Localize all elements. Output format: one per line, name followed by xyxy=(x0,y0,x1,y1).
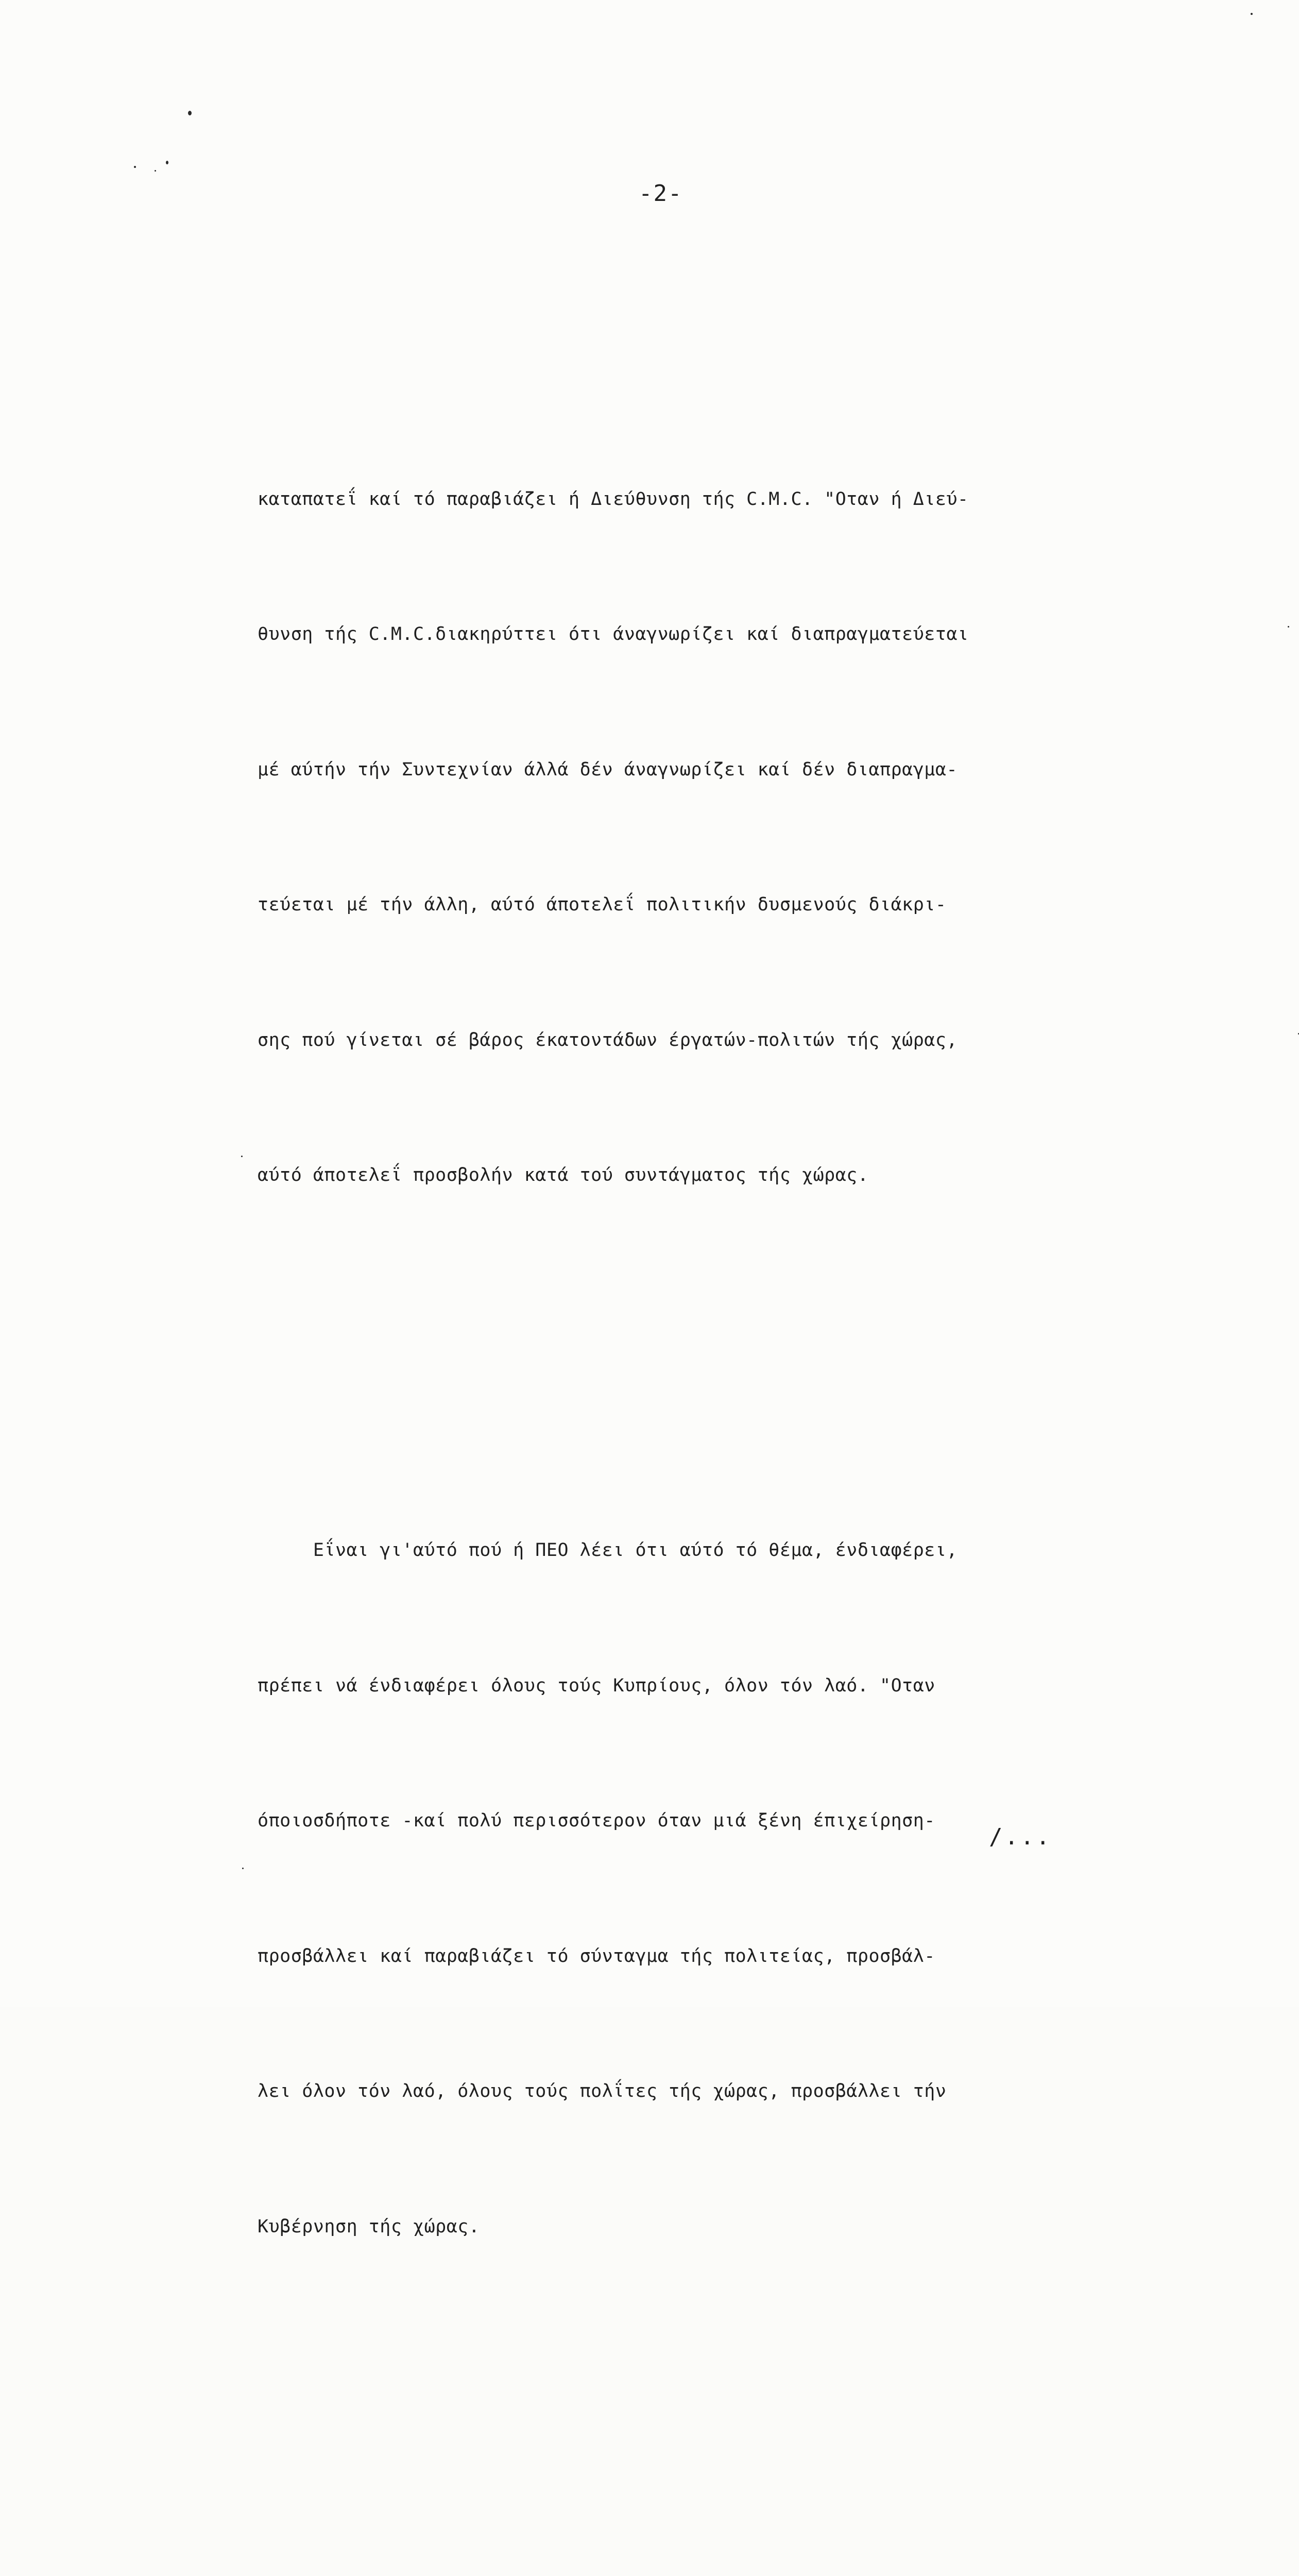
text-line: θυνση τής C.M.C.διακηρύττει ότι άναγνωρίζει καί διαπραγματεύεται xyxy=(258,612,1143,657)
scan-speck xyxy=(188,111,192,115)
text-line: καταπατεΐ καί τό παραβιάζει ή Διεύθυνση τής C.M.C. "Οταν ή Διεύ- xyxy=(258,477,1143,522)
text-line: μέ αύτήν τήν Συντεχνίαν άλλά δέν άναγνωρίζει καί δέν διαπραγμα- xyxy=(258,748,1143,793)
text-line: λει όλον τόν λαό, όλους τούς πολΐτες τής χώρας, προσβάλλει τήν xyxy=(258,2069,1143,2114)
continuation-mark: /... xyxy=(989,1824,1052,1850)
text-line: πρέπει νά ένδιαφέρει όλους τούς Κυπρίους, όλον τόν λαό. "Οταν xyxy=(258,1664,1143,1709)
paragraph-2 xyxy=(258,1438,1143,2340)
text-line: προσβάλλει καί παραβιάζει τό σύνταγμα τής πολιτείας, προσβάλ- xyxy=(258,1934,1143,1979)
scan-speck xyxy=(134,166,136,168)
paragraph-1 xyxy=(258,387,1143,1289)
text-line: Εΐναι γι'αύτό πού ή ΠΕΟ λέει ότι αύτό τό θέμα, ένδιαφέρει, xyxy=(258,1528,1143,1573)
scan-speck xyxy=(241,1156,243,1157)
text-line: Κυβέρνηση τής χώρας. xyxy=(258,2205,1143,2250)
text-line: τεύεται μέ τήν άλλη, αύτό άποτελεΐ πολιτικήν δυσμενούς διάκρι- xyxy=(258,883,1143,928)
scan-speck xyxy=(166,161,168,164)
text-line: όποιοσδήποτε -καί πολύ περισσότερον όταν μιά ξένη έπιχείρηση- xyxy=(258,1799,1143,1844)
text-line: σης πού γίνεται σέ βάρος έκατοντάδων έργατών-πολιτών τής χώρας, xyxy=(258,1018,1143,1063)
text-line: αύτό άποτελεΐ προσβολήν κατά τού συντάγματος τής χώρας. xyxy=(258,1153,1143,1198)
scan-speck xyxy=(155,170,156,172)
body-text xyxy=(258,251,1143,2576)
scan-speck xyxy=(1251,13,1253,15)
paragraph-3 xyxy=(258,2489,1143,2576)
page-number: -2- xyxy=(639,180,682,207)
scan-speck xyxy=(242,1868,244,1869)
scan-speck xyxy=(1288,626,1289,628)
